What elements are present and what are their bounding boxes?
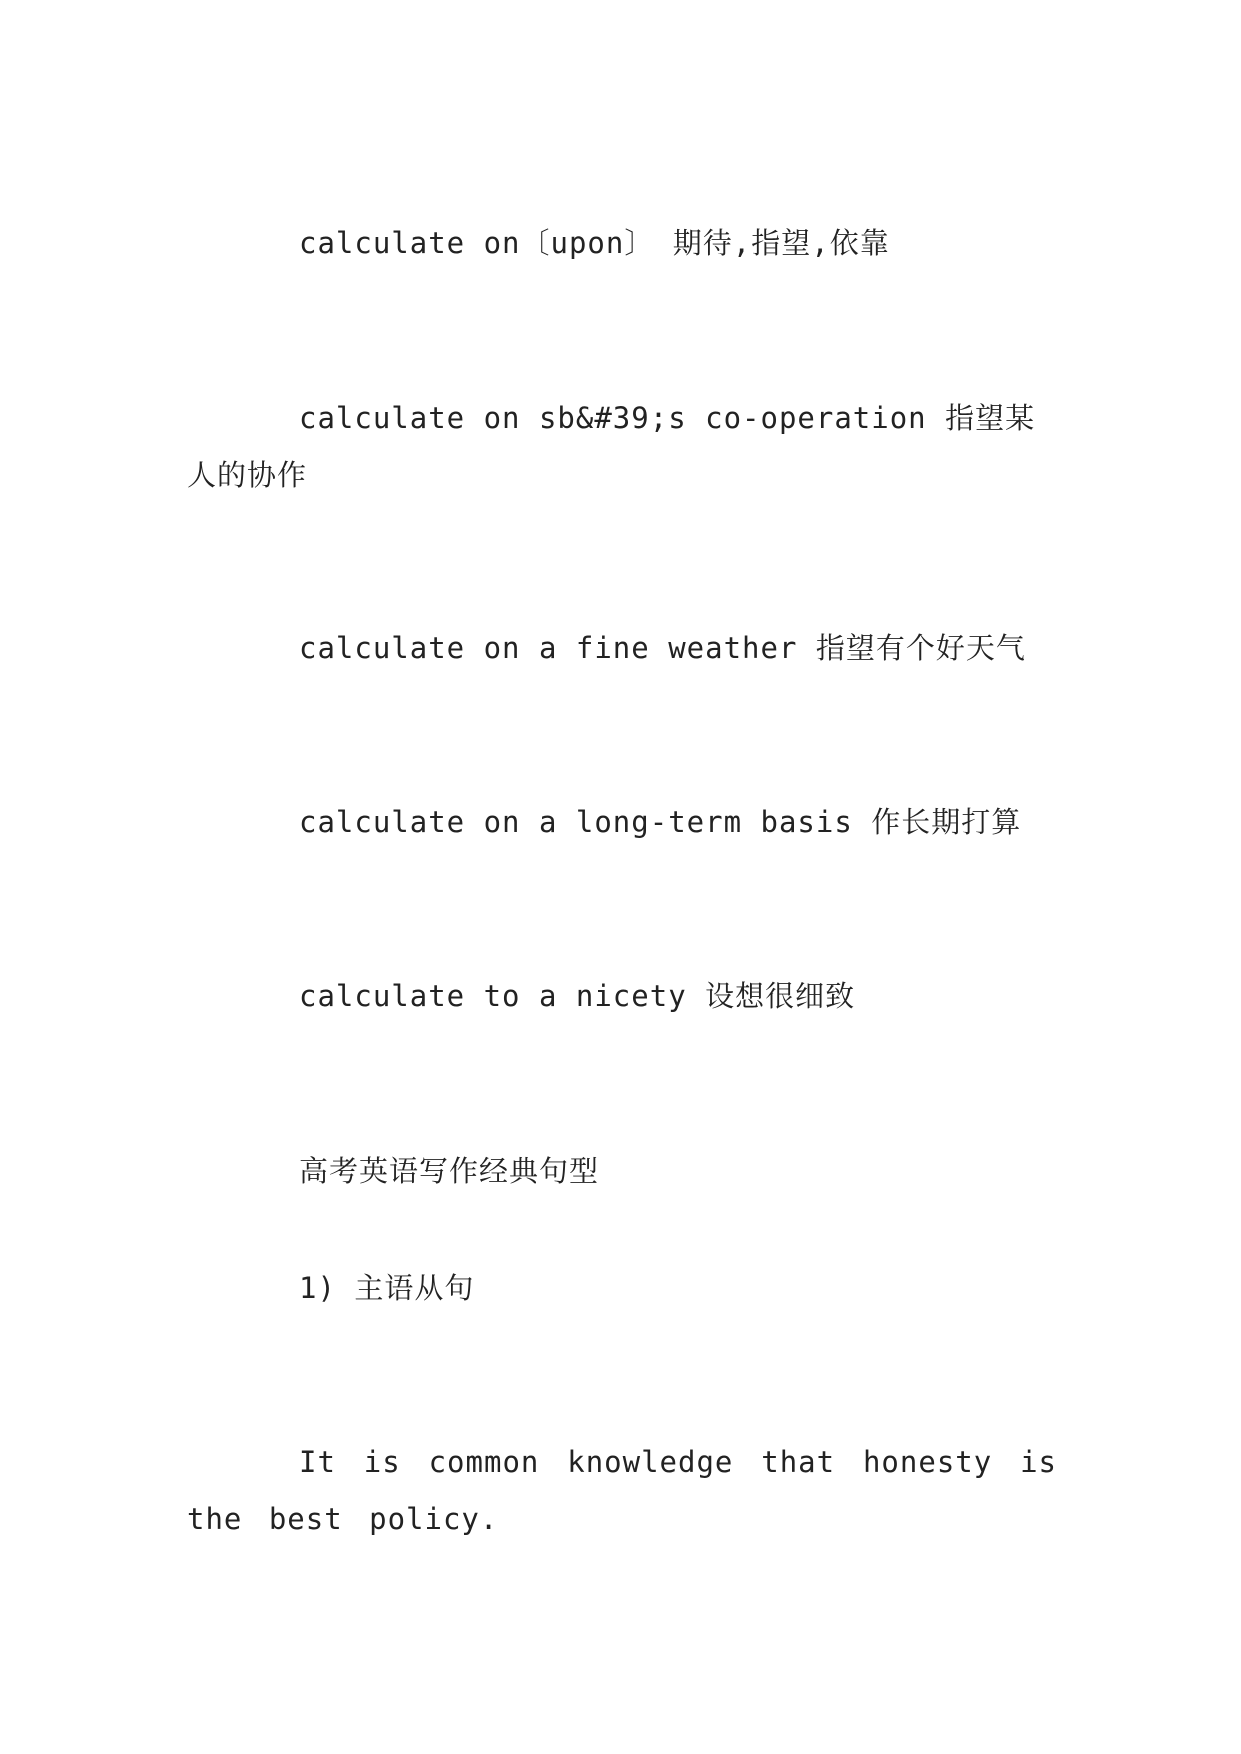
section-heading: 高考英语写作经典句型 [299, 1154, 600, 1188]
phrase-calculate-on-cooperation: calculate on sb&#39;s co-operation 指望某人的协作 [187, 401, 1036, 492]
phrase-calculate-long-term: calculate on a long-term basis 作长期打算 [299, 805, 1022, 839]
phrase-calculate-on-fine-weather: calculate on a fine weather 指望有个好天气 [299, 631, 1026, 665]
example-sentence: It is common knowledge that honesty is the best policy. [187, 1445, 1057, 1536]
phrase-calculate-on-upon: calculate on〔upon〕 期待,指望,依靠 [299, 226, 890, 260]
subheading-subject-clause: 1) 主语从句 [299, 1271, 475, 1305]
phrase-calculate-nicety: calculate to a nicety 设想很细致 [299, 979, 856, 1013]
